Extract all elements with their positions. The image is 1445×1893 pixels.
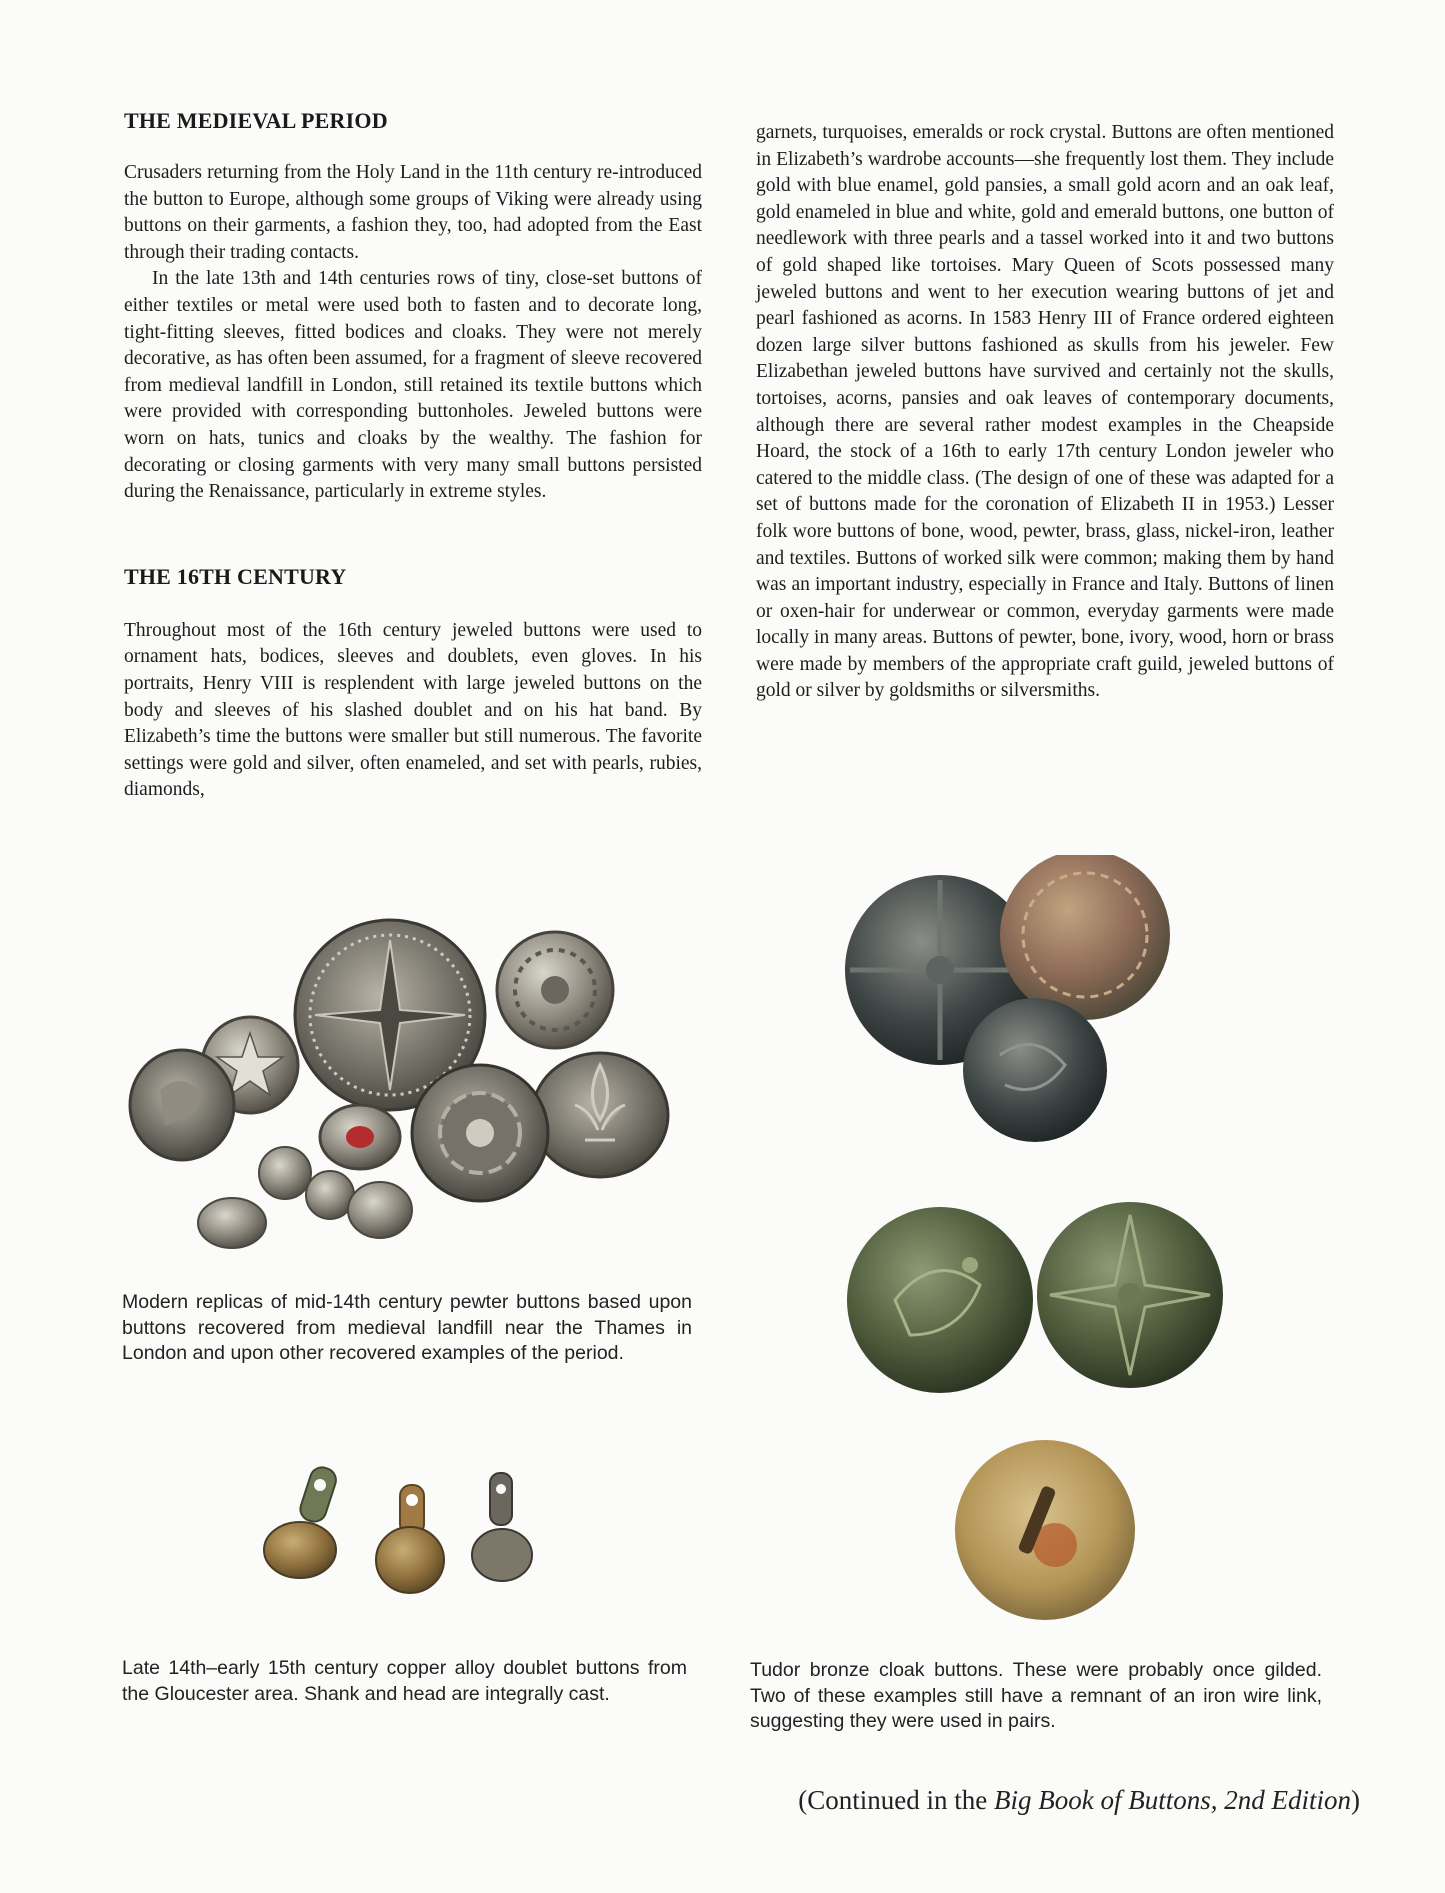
medieval-paragraph-1: Crusaders returning from the Holy Land in the 11th century re-introduced the button to Europe, although some groups of Viking were already using buttons on their garments, a fashion they, too, had adopted from the East through their trading contacts. (124, 162, 702, 263)
doublet-button-1 (264, 1464, 339, 1578)
red-jewel-button (320, 1105, 400, 1169)
rose-button (412, 1065, 548, 1201)
continued-suffix: ) (1351, 1785, 1360, 1815)
doublet-button-3 (472, 1473, 532, 1581)
book-title: Big Book of Buttons, 2nd Edition (994, 1785, 1351, 1815)
left-column (124, 108, 702, 804)
caption-copper-buttons: Late 14th–early 15th century copper alloy doublet buttons from the Gloucester area. Shank and head are integrally cast. (122, 1657, 687, 1705)
caption-tudor-buttons: Tudor bronze cloak buttons. These were probably once gilded. Two of these examples still have a remnant of an iron wire link, suggesting they were used in pairs. (750, 1659, 1322, 1732)
sixteenth-paragraph-continued: garnets, turquoises, emeralds or rock crystal. Buttons are often mentioned in Elizabeth’s wardrobe accounts—she frequently lost them. They include gold with blue enamel, gold pansies, a small gold acorn and an oak leaf, gold enameled in blue and white, gold and emerald buttons, one button of needlework with three pearls and a tassel worked into it and two buttons of gold shaped like tortoises. Mary Queen of Scots possessed many jeweled buttons and went to her execution wearing buttons of jet and pearl fashioned as acorns. In 1583 Henry III of France ordered eighteen dozen large silver buttons fashioned as skulls from his jeweler. Few Elizabethan jeweled buttons have survived and certainly not the skulls, tortoises, acorns, pansies and oak leaves of contemporary documents, although there are several rather modest examples in the Cheapside Hoard, the stock of a 16th to early 17th century London jeweler who catered to the middle class. (The design of one of these was adapted for a set of buttons made for the coronation of Elizabeth II in 1953.) Lesser folk wore buttons of bone, wood, pewter, brass, glass, nickel-iron, leather and textiles. Buttons of worked silk were common; making them by hand was an important industry, especially in France and Italy. Buttons of linen or oxen-hair for underwear or common, everyday garments were made locally in many areas. Buttons of pewter, bone, ivory, wood, horn or brass were made by members of the appropriate craft guild, jeweled buttons of gold or silver by goldsmiths or silversmiths. (756, 122, 1334, 702)
tudor-button-wire-link (955, 1440, 1135, 1620)
continued-note (798, 1785, 1360, 1816)
figure-button (130, 1050, 234, 1160)
caption-pewter-buttons: Modern replicas of mid-14th century pewter buttons based upon buttons recovered from medieval landfill near the Thames in London and upon other recovered examples of the period. (122, 1291, 692, 1364)
flower-medallion-button (497, 932, 613, 1048)
tudor-button-floral-rose (1000, 855, 1170, 1020)
heading-medieval-period: THE MEDIEVAL PERIOD (124, 108, 388, 133)
tudor-button-small-dark (963, 998, 1107, 1142)
right-column (756, 120, 1334, 705)
sixteenth-paragraph-1: Throughout most of the 16th century jeweled buttons were used to ornament hats, bodices, sleeves and doublets, even gloves. In his portraits, Henry VIII is resplendent with large jeweled buttons on the body and sleeves of his slashed doublet and on his hat band. By Elizabeth’s time the buttons were smaller but still numerous. The favorite settings were gold and silver, often enameled, and set with pearls, rubies, diamonds, (124, 619, 702, 801)
heading-16th-century: THE 16TH CENTURY (124, 563, 347, 589)
tudor-button-bird (847, 1207, 1033, 1393)
doublet-button-2 (376, 1485, 444, 1593)
pewter-buttons-photo (120, 905, 690, 1260)
fleur-de-lis-button (532, 1053, 668, 1177)
continued-prefix: (Continued in the (798, 1785, 995, 1815)
tudor-bronze-buttons-photo (840, 855, 1260, 1635)
tudor-button-star-flower (1037, 1202, 1223, 1388)
medieval-paragraph-2: In the late 13th and 14th centuries rows of tiny, close-set buttons of either textiles or metal were used both to fasten and to decorate long, tight-fitting sleeves, fitted bodices and cloaks. They were not merely decorative, as has often been assumed, for a fragment of sleeve recovered from medieval landfill in London, still retained its textile buttons which were provided with corresponding buttonholes. Jeweled buttons were worn on hats, tunics and cloaks by the wealthy. The fashion for decorating or closing garments with very many small buttons persisted during the Renaissance, particularly in extreme styles. (124, 268, 702, 503)
copper-doublet-buttons-photo (250, 1455, 560, 1615)
